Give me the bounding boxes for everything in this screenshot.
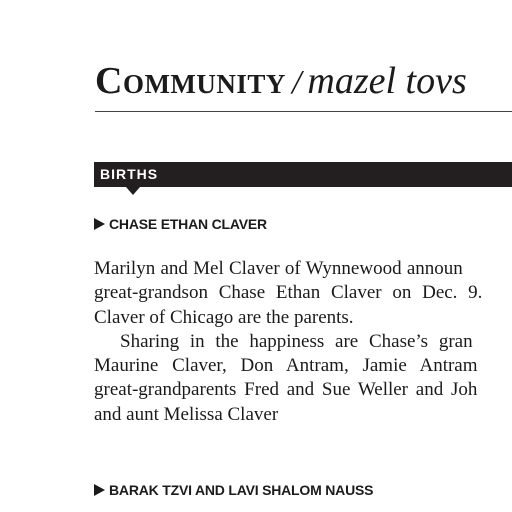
body-line: and aunt Melissa Claver	[94, 403, 279, 425]
right-triangle-arrow-icon	[94, 218, 105, 230]
right-triangle-arrow-icon	[94, 484, 105, 496]
body-line: Maurine Claver, Don Antram, Jamie Antram	[94, 355, 478, 377]
announcement-headline-text: CHASE ETHAN CLAVER	[109, 216, 267, 232]
body-line: great-grandparents Fred and Sue Weller and Joh	[94, 379, 478, 401]
body-line: great-grandson Chase Ethan Claver on Dec. 9.	[94, 282, 483, 304]
announcement-headline	[94, 216, 267, 232]
section-separator: /	[291, 64, 302, 101]
announcement-headline-text: BARAK TZVI AND LAVI SHALOM NAUSS	[109, 482, 374, 498]
header-rule	[95, 111, 512, 112]
births-section-bar	[94, 162, 512, 187]
announcement-body	[94, 257, 512, 427]
section-subtitle: mazel tovs	[307, 60, 467, 102]
births-bar-notch	[126, 187, 140, 195]
births-label: BIRTHS	[100, 166, 159, 182]
body-line: Claver of Chicago are the parents.	[94, 306, 354, 328]
body-line: Sharing in the happiness are Chase’s gran	[120, 330, 473, 352]
announcement-headline	[94, 482, 373, 498]
section-title: Community	[95, 60, 286, 102]
page-header	[95, 62, 512, 100]
body-line: Marilyn and Mel Claver of Wynnewood announ	[94, 258, 463, 279]
